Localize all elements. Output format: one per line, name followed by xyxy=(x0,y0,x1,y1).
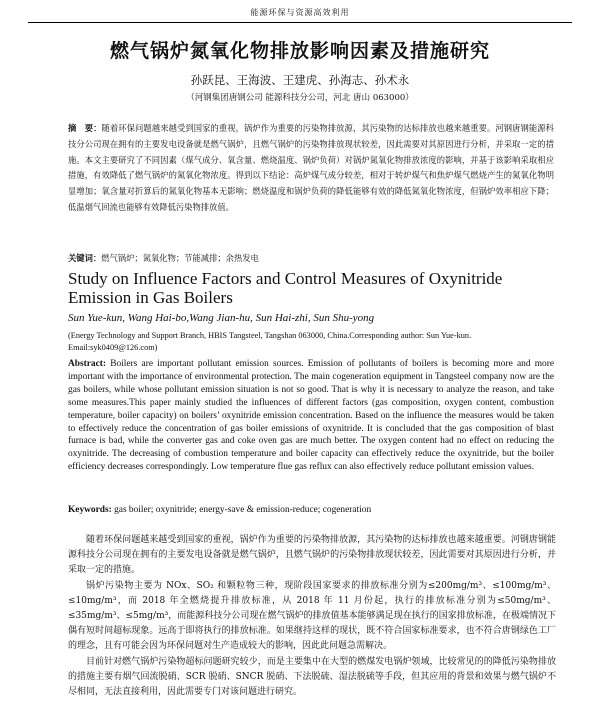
abstract-cn xyxy=(68,121,554,216)
abstract-cn-text: 随着环保问题越来越受到国家的重视，锅炉作为重要的污染物排放源，其污染物的达标排放也越来越重要。河钢唐钢能源科技分公司现在拥有的主要发电设备就是燃气锅炉，且燃气锅炉的污染物排放现状较差，因此需要对其原因进行分析，并采取一定的措施。本文主要研究了不同因素（煤气成分、氧含量、燃烧温度、锅炉负荷）对锅炉氮氧化物排放浓度的影响，并基于该影响采取相应措施，有效降低了燃气锅炉的氮氧化物浓度。得到以下结论：高炉煤气成分较差，相对于转炉煤气和焦炉煤气燃烧产生的氮氧化物明显增加；氧含量对折算后的氮氧化物基本无影响；燃烧温度和锅炉负荷的降低能够有效的降低氮氧化物浓度，但锅炉效率相应下降；低温烟气回流也能够有效降低污染物排放值。 xyxy=(68,123,554,212)
abstract-en xyxy=(68,358,554,474)
authors-en: Sun Yue-kun, Wang Hai-bo,Wang Jian-hu, Sun Hai-zhi, Sun Shu-yong xyxy=(68,312,375,324)
journal-name: 能源环保与资源高效利用 xyxy=(250,8,350,17)
body-paragraph: 目前针对燃气锅炉污染物超标问题研究较少，而是主要集中在大型的燃煤发电锅炉领域，比较常见的的降低污染物排放的措施主要有烟气回流脱硝、SCR 脱硝、SNCR 脱硝、下法脱硫、湿法脱硫等手段，但其应用的背景和效果与燃气锅炉不尽相同，无法直接利用，因此需要专门对该问题进行研究。 xyxy=(68,656,556,698)
body-text xyxy=(68,533,556,700)
paper-title-cn: 燃气锅炉氮氧化物排放影响因素及措施研究 xyxy=(109,40,490,62)
abstract-en-label: Abstract: xyxy=(68,359,107,369)
body-paragraph: 锅炉污染物主要为 NOx、SO₂ 和颗粒物三种，现阶段国家要求的排放标准分别为≤200mg/m³、≤100mg/m³、≤10mg/m³，而 2018 年全燃烧提升排放标准，从 2018 年 11 月份起，执行的排放标准分别为≤50mg/m³、≤35mg/m³、≤5mg/m³，而能源科技分公司现在燃气锅炉的排放值基本能够满足现在执行的国家排放标准，在极端情况下偶有短时间超标现象。远高于即将执行的排放标准。如果继持这样的现状，既不符合国家标准要求，也不符合唐钢绿色工厂的理念，且有可能会因为环保问题对生产造成较大的影响，因此此问题急需解决。 xyxy=(68,580,556,652)
keywords-cn xyxy=(68,252,554,264)
affiliation-cn: （河钢集团唐钢公司 能源科技分公司，河北 唐山 063000） xyxy=(186,93,414,103)
abstract-en-text: Boilers are important pollutant emission sources. Emission of pollutants of boilers is becoming more and more important with the importance of environmental protection. The main cogeneration equipment in Tangsteel company now are the gas boilers, while whose pollutant emission situation is not so good. That is why it is necessary to analyze the reason, and take some measures.This paper mainly studied the influences of different factors (gas composition, oxygen content, combustion temperature, boiler capacity) on boilers’ oxynitride emission concentration. Based on the influence the measures would be taken to effectively reduce the concentration of gas boiler emissions of oxynitride. It is concluded that the gas composition of blast furnace is bad, while the converter gas and coke oven gas are much better. The oxygen content had no effect on reducing the oxynitride. The decreasing of combustion temperature and boiler capacity can effectively reduce the oxynitride, but the boiler efficiency decreases correspondingly. Low temperature flue gas reflux can also effectively reduce pollutant emission values. xyxy=(68,359,555,473)
keywords-en xyxy=(68,505,554,515)
keywords-cn-label: 关键词： xyxy=(68,253,102,263)
keywords-en-label: Keywords: xyxy=(68,505,112,515)
paper-title-en: Study on Influence Factors and Control Measures of Oxynitride Emission in Gas Boilers xyxy=(68,269,503,307)
keywords-cn-text: 燃气锅炉；氮氧化物；节能减排；余热发电 xyxy=(101,253,259,263)
abstract-cn-label: 摘 要： xyxy=(68,123,102,133)
body-paragraph: 随着环保问题越来越受到国家的重视，锅炉作为重要的污染物排放源，其污染物的达标排放也越来越重要。河钢唐钢能源科技分公司现在拥有的主要发电设备就是燃气锅炉，且燃气锅炉的污染物排放现状较差，因此需要对其原因进行分析，并采取一定的措施。 xyxy=(68,535,556,576)
keywords-en-text: gas boiler; oxynitride; energy-save & emission-reduce; cogeneration xyxy=(114,505,372,515)
running-header xyxy=(28,6,572,23)
affiliation-en: (Energy Technology and Support Branch, HBIS Tangsteel, Tangshan 063000, China.Corresponding author: Sun Yue-kun. Email:syk0409@126.com) xyxy=(68,331,472,352)
authors-cn: 孙跃昆、王海波、王建虎、孙海志、孙术永 xyxy=(190,73,410,87)
